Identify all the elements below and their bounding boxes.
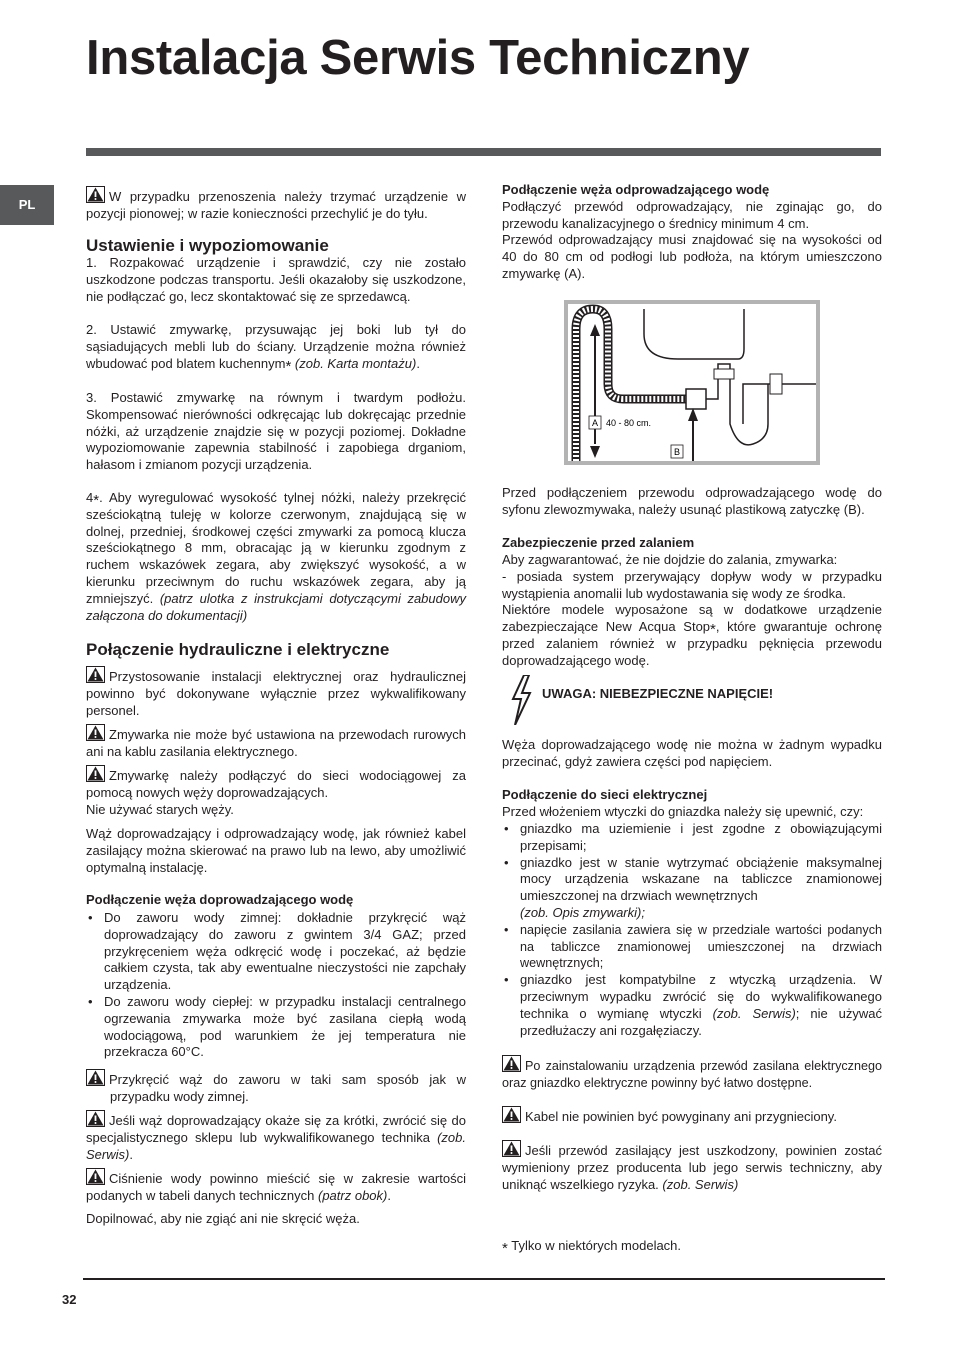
- header-bar: [86, 148, 881, 156]
- inlet-list: [86, 910, 466, 1061]
- list-item: • napięcie zasilania zawiera się w przedziale wartości podanych na tabliczce znamionowej umieszczonej na drzwiach wewnętrznych;: [502, 922, 882, 972]
- footer-rule: [83, 1278, 885, 1280]
- footnote: * Tylko w niektórych modelach.: [502, 1238, 682, 1257]
- heading-electrical: Podłączenie do sieci elektrycznej: [502, 787, 708, 802]
- warning-icon: [86, 765, 105, 782]
- warning-short-hose: Jeśli wąż doprowadzający okaże się za krótki, zwrócić się do specjalistycznego sklepu lub wykwalifikowanego technika (zob. Serwis).: [86, 1110, 466, 1163]
- warning-hot-water: Przykręcić wąż do zaworu w taki sam sposób jak w przypadku wody zimnej.: [86, 1069, 466, 1106]
- warning-icon: [86, 724, 105, 741]
- list-item: • gniazdko jest w stanie wytrzymać obciążenie maksymalnej mocy urządzenia wskazane na tabliczce znamionowej umieszczonej na drzwiach wewnętrznych (zob. Opis zmywarki);: [502, 855, 882, 922]
- warning-icon: [502, 1055, 521, 1072]
- warning-accessible-plug: Po zainstalowaniu urządzenia przewód zasilana elektrycznego oraz gniazdko elektryczne powinny być łatwo dostępne.: [502, 1055, 882, 1092]
- step-3: 3. Postawić zmywarkę na równym i twardym podłożu. Skompensować nierówności odkręcając lub dokręcając przednie nóżki, aż urządzenie znajdzie się w pozycji poziomej. Dokładne wypoziomowanie zapewnia stabilność i zapobiega drganiom, hałasom i zmianom pozycji urządzenia.: [86, 390, 466, 473]
- list-item: • Do zaworu wody ciepłej: w przypadku instalacji centralnego ogrzewania zmywarka może być zasilana ciepłą wodą wodociągową, pod warunkiem że jej temperatura nie przekracza 60°C.: [86, 994, 466, 1061]
- outlet-p3: Przed podłączeniem przewodu odprowadzającego wodę do syfonu zlewozmywaka, należy usunąć plastikową zatyczkę (B).: [502, 485, 882, 517]
- height-range-label: 40 - 80 cm.: [606, 418, 652, 428]
- warning-pressure: Ciśnienie wody powinno mieścić się w zakresie wartości podanych w tabeli danych technicznych (patrz obok).: [86, 1168, 466, 1205]
- language-tab: PL: [0, 185, 54, 225]
- warning-icon: [86, 1110, 105, 1127]
- warning-icon: [502, 1106, 521, 1123]
- warning-icon: [86, 1069, 105, 1086]
- label-b: B: [673, 447, 681, 457]
- list-item: • gniazdko ma uziemienie i jest zgodne z obowiązującymi przepisami;: [502, 821, 882, 855]
- drain-hose-diagram: [564, 300, 820, 465]
- outlet-p1: Podłączyć przewód odprowadzający, nie zginając go, do przewodu kanalizacyjnego o średnicy minimum 4 cm.: [502, 199, 882, 231]
- heading-hydraulic: Połączenie hydrauliczne i elektryczne: [86, 640, 390, 659]
- warning-new-hoses: Zmywarkę należy podłączyć do sieci wodociągowej za pomocą nowych węży doprowadzających. Nie używać starych węży.: [86, 765, 466, 818]
- warning-icon: [86, 666, 105, 683]
- label-a: A: [591, 418, 599, 428]
- warning-installer: Przystosowanie instalacji elektrycznej oraz hydraulicznej powinno być dokonywane wyłącznie przez wykwalifikowany personel.: [86, 666, 466, 719]
- electrical-checklist: [502, 821, 882, 1039]
- heading-inlet-hose: Podłączenie węża doprowadzającego wodę: [86, 892, 354, 907]
- warning-damaged-cable: Jeśli przewód zasilający jest uszkodzony, powinien zostać wymieniony przez producenta lub jego serwis techniczny, aby uniknąć wszelkiego ryzyka. (zob. Serwis): [502, 1140, 882, 1193]
- warning-cable: Kabel nie powinien być powyginany ani przygnieciony.: [502, 1106, 882, 1126]
- lightning-icon: [510, 675, 532, 725]
- outlet-p2: Przewód odprowadzający musi znajdować się na wysokości od 40 do 80 cm od podłogi lub podłoża, na którym umieszczono zmywarkę (A).: [502, 232, 882, 281]
- heading-flood-protection: Zabezpieczenie przed zalaniem: [502, 535, 695, 550]
- voltage-note: Węża doprowadzającego wodę nie można w żadnym wypadku przecinać, gdyż zawiera części pod napięciem.: [502, 737, 882, 769]
- danger-voltage-warning: UWAGA: NIEBEZPIECZNE NAPIĘCIE!: [542, 686, 774, 701]
- warning-icon: [86, 1168, 105, 1185]
- step-1: 1. Rozpakować urządzenie i sprawdzić, czy nie zostało uszkodzone podczas transportu. Jeśli okazałoby się uszkodzone, nie podłączać go, lecz skontaktować się ze sprzedawcą.: [86, 255, 466, 304]
- warning-icon: [86, 186, 105, 203]
- heading-outlet-hose: Podłączenie węża odprowadzającego wodę: [502, 182, 770, 197]
- warning-placement: Zmywarka nie może być ustawiona na przewodach rurowych ani na kablu zasilania elektrycznego.: [86, 724, 466, 761]
- step-4: 4*. Aby wyregulować wysokość tylnej nóżki, należy przekręcić sześciokątną tuleję w kolorze czerwonym, znajdującą się w dolnej, przedniej, środkowej części zmywarki za pomocą klucza sześciokątnego 8 mm, obracając ją w kierunku zgodnym z ruchem wskazówek zegara, aby zwiększyć wysokość, a w kierunku przeciwnym do ruchu wskazówek zegara, aby ją zmniejszyć. (patrz ulotka z instrukcjami dotyczącymi zabudowy załączona do dokumentacji): [86, 490, 466, 623]
- hose-direction-note: Wąż doprowadzający i odprowadzający wodę, jak również kabel zasilający można skierować na prawo lub na lewo, aby umożliwić optymalną instalację.: [86, 826, 466, 875]
- page-title: Instalacja Serwis Techniczny: [86, 31, 750, 85]
- no-kink-note: Dopilnować, aby nie zgiąć ani nie skręcić węża.: [86, 1211, 360, 1226]
- electrical-intro: Przed włożeniem wtyczki do gniazdka należy się upewnić, czy:: [502, 804, 864, 819]
- warning-transport: W przypadku przenoszenia należy trzymać urządzenie w pozycji pionowej; w razie konieczności przechylić je do tyłu.: [86, 186, 466, 223]
- step-2: 2. Ustawić zmywarkę, przysuwając jej boki lub tył do sąsiadujących mebli lub do ściany. Urządzenie można również wbudować pod blatem kuchennym* (zob. Karta montażu).: [86, 322, 466, 375]
- warning-icon: [502, 1140, 521, 1157]
- heading-leveling: Ustawienie i wypoziomowanie: [86, 236, 329, 255]
- list-item: • gniazdko jest kompatybilne z wtyczką urządzenia. W przeciwnym wypadku zwrócić się do wykwalifikowanego technika o wymianę wtyczki (zob. Serwis); nie używać przedłużaczy ani rozgałęziaczy.: [502, 972, 882, 1039]
- list-item: • Do zaworu wody zimnej: dokładnie przykręcić wąż doprowadzający do zaworu z gwintem 3/4 GAZ; przed przykręceniem węża odkręcić wodę i poczekać, aż będzie całkiem czysta, tak aby ewentualne nieczystości nie zapchały urządzenia.: [86, 910, 466, 994]
- page-number: 32: [62, 1292, 77, 1307]
- flood-text: Aby zagwarantować, że nie dojdzie do zalania, zmywarka: - posiada system przerywający dopływ wody w przypadku wystąpienia anomalii lub wydostawania się wody ze środka. Niektóre modele wyposażone są w dodatkowe urządzenie zabezpieczające New Acqua Stop*, które gwarantuje ochronę przed zalaniem również w przypadku pęknięcia przewodu doprowadzającego wodę.: [502, 552, 882, 668]
